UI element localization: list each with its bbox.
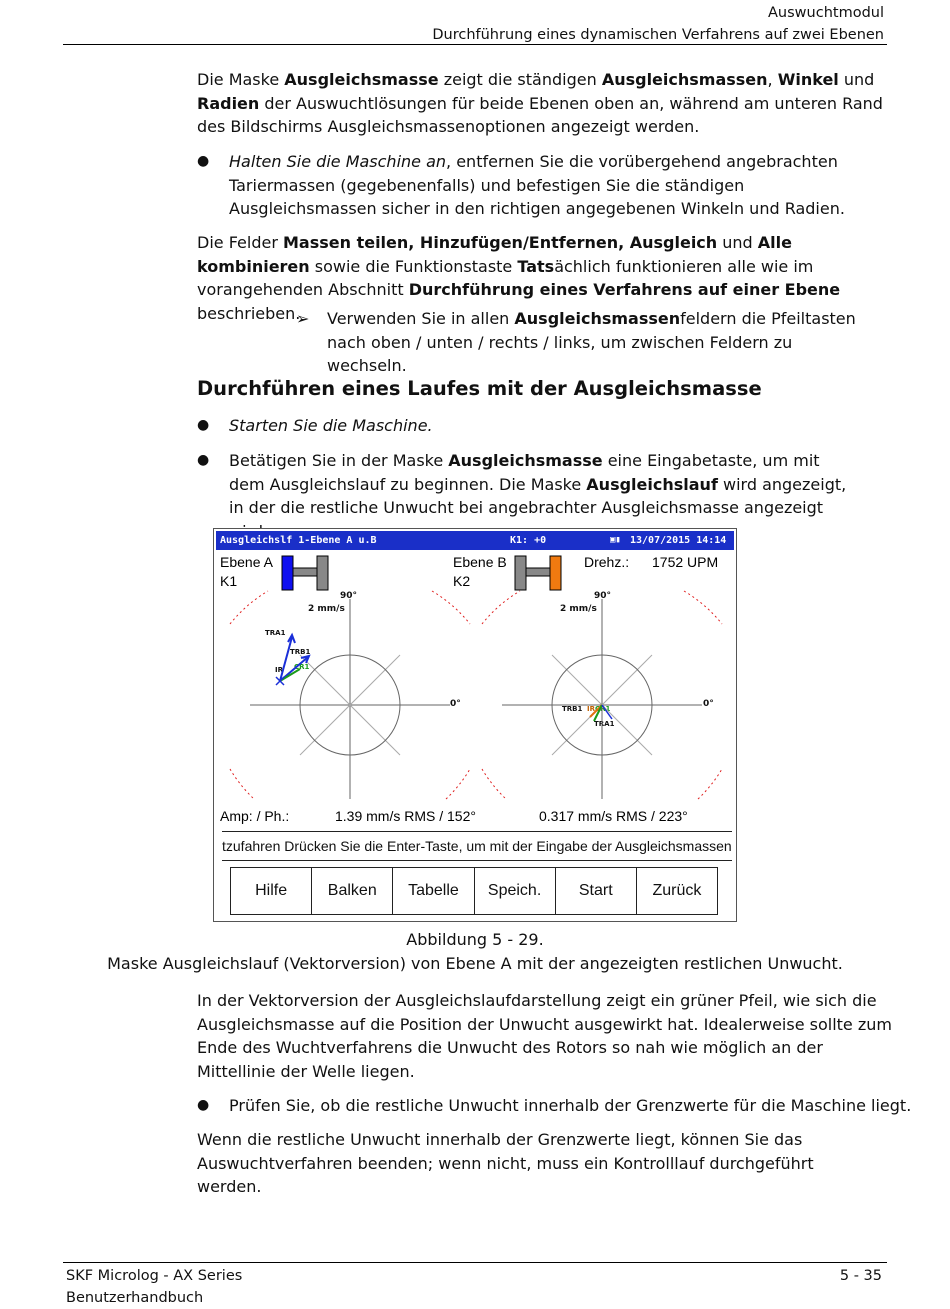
vec-a-tra: TRA1: [265, 629, 286, 637]
header-module: Auswuchtmodul: [768, 5, 884, 21]
footer-rule: [63, 1262, 887, 1263]
channel-k1: K1: [220, 573, 238, 589]
softkey-help[interactable]: Hilfe: [231, 868, 312, 914]
bullet-marker: ●: [197, 417, 210, 433]
plane-b-label: Ebene B: [453, 554, 507, 570]
plot-b-0: 0°: [703, 699, 714, 709]
polar-plot-a: [230, 591, 470, 799]
vec-a-cr: CR1: [294, 663, 310, 671]
bullet-enter-key: Betätigen Sie in der Maske Ausgleichsmasse eine Eingabetaste, um mit dem Ausgleichslauf zu beginnen. Die Maske Ausgleichslauf wird angezeigt, in der die restliche Unwucht bei angebrachter Ausgleichsmasse angezeigt: [229, 451, 847, 517]
section-heading: Durchführen eines Laufes mit der Ausgleichsmasse: [197, 377, 762, 400]
arrow-item-text: Verwenden Sie in allen Ausgleichsmassenfeldern die Pfeiltasten nach oben / unten / rechts / links, um zwischen Feldern zu wechseln.: [327, 309, 856, 375]
vec-b-cr: CR1: [595, 705, 611, 713]
vec-b-ir: IR: [587, 705, 595, 713]
bullet-marker: ●: [197, 452, 210, 468]
channel-k2: K2: [453, 573, 471, 589]
polar-plot-b: [482, 591, 722, 799]
vec-b-trb: TRB1: [562, 705, 583, 713]
plot-a-scale: 2 mm/s: [308, 604, 345, 614]
softkey-save[interactable]: Speich.: [475, 868, 556, 914]
amp-phase-b: 0.317 mm/s RMS / 223°: [539, 808, 688, 824]
footer-manual: Benutzerhandbuch: [66, 1290, 204, 1306]
status-message: tzufahren Drücken Sie die Enter-Taste, um mit der Eingabe der Ausgleichsmassen: [222, 831, 732, 861]
footer-product: SKF Microlog - AX Series: [66, 1268, 243, 1284]
speed-label: Drehz.:: [584, 554, 630, 570]
bullet-stop-machine: Halten Sie die Maschine an, entfernen Sie die vorübergehend angebrachten Tariermassen (gegebenenfalls) und befestigen Sie die ständigen Ausgleichsmassen sicher in den richtigen angegebenen Winkeln und Radien.: [229, 152, 845, 218]
softkey-bar: [230, 867, 718, 915]
softkey-start[interactable]: Start: [556, 868, 637, 914]
header-chapter: Durchführung eines dynamischen Verfahrens auf zwei Ebenen: [432, 27, 884, 43]
figure-caption: Maske Ausgleichslauf (Vektorversion) von Ebene A mit der angezeigten restlichen Unwucht.: [107, 954, 843, 973]
vec-b-tra: TRA1: [594, 720, 615, 728]
channel-indicator: K1: +0: [510, 535, 547, 546]
vec-a-trb: TRB1: [290, 648, 311, 656]
arrow-marker: ➢: [296, 309, 310, 328]
softkey-table[interactable]: Tabelle: [393, 868, 474, 914]
header-rule: [63, 44, 887, 45]
intro-paragraph: Die Maske Ausgleichsmasse zeigt die ständigen Ausgleichsmassen, Winkel und Radien der Auswuchtlösungen für beide Ebenen oben an, während am unteren Rand des Bildschirms Ausgleichsmassenoptionen angezeigt werden.: [197, 70, 883, 136]
bullet-check-limits: Prüfen Sie, ob die restliche Unwucht innerhalb der Grenzwerte für die Maschine liegt.: [229, 1096, 912, 1115]
vector-explanation: In der Vektorversion der Ausgleichslaufdarstellung zeigt ein grüner Pfeil, wie sich die Ausgleichsmasse auf die Position der Unwucht ausgewirkt hat. Idealerweise sollte zum Ende des Wuchtverfahrens die Unwucht des Rotors so nah wie möglich an der Mittellinie der Welle liegen.: [197, 991, 892, 1081]
bullet-marker: ●: [197, 1097, 210, 1113]
datetime: 13/07/2015 14:14: [630, 535, 727, 546]
vectors-b: [590, 705, 612, 721]
bullet-marker: ●: [197, 153, 210, 169]
softkey-back[interactable]: Zurück: [652, 882, 702, 899]
running-header: [432, 2, 884, 46]
plot-b-90: 90°: [594, 591, 612, 601]
amp-phase-a: 1.39 mm/s RMS / 152°: [335, 808, 476, 824]
speed-value: 1752 UPM: [652, 554, 719, 570]
plot-a-90: 90°: [340, 591, 358, 601]
footer-left: [66, 1265, 242, 1309]
softkey-bars[interactable]: Balken: [312, 868, 393, 914]
vec-a-ir: IR: [275, 666, 283, 674]
battery-icon: ▣▮: [610, 535, 621, 545]
figure-number: Abbildung 5 - 29.: [406, 930, 544, 949]
polar-plots: [214, 529, 736, 829]
closing-paragraph: Wenn die restliche Unwucht innerhalb der Grenzwerte liegt, können Sie das Auswuchtverfahren beenden; wenn nicht, muss ein Kontrolllauf durchgeführt werden.: [197, 1130, 814, 1196]
amp-label: Amp: / Ph.:: [220, 808, 290, 824]
device-screenshot: [213, 528, 737, 922]
plane-a-weight-icon: [282, 556, 328, 590]
plot-a-0: 0°: [450, 699, 461, 709]
plane-a-label: Ebene A: [220, 554, 273, 570]
device-title: Ausgleichslf 1-Ebene A u.B: [220, 535, 377, 546]
bullet-start-machine: Starten Sie die Maschine.: [229, 416, 433, 435]
plane-b-weight-icon: [515, 556, 561, 590]
page-number: 5 - 35: [839, 1268, 882, 1284]
plot-b-scale: 2 mm/s: [560, 604, 597, 614]
vectors-a: [276, 635, 309, 685]
fields-paragraph: Die Felder Massen teilen, Hinzufügen/Entfernen, Ausgleich und Alle kombinieren sowie die Funktionstaste Tatsächlich funktionieren alle wie im vorangehenden Abschnitt Durchführung eines Verfahrens auf einer Ebene beschrieben.: [197, 233, 841, 323]
